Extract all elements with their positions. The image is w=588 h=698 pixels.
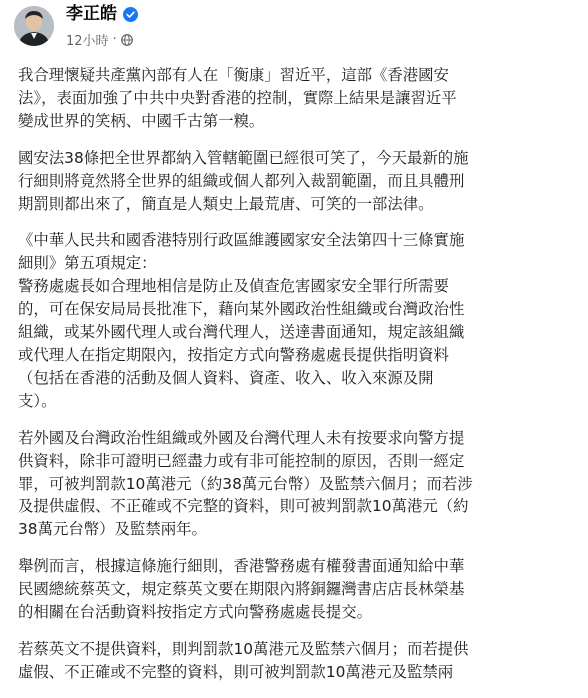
post-paragraph: 《中華人民共和國香港特別行政區維護國家安全法第四十三條實施 細則》第五項規定： 警務處處長如合理地相信是防止及偵查危害國家安全罪行所需要 的，可在保安局局長批准下，藉向某外國政治性組織或台灣政治性 組織，或某外國代理人或台灣代理人，送達書面通知，規定該組織 或代理人在指定期限內，按指定方式向警務處處長提供指明資料 （包括在香港的活動及個人資料、資產、收入、收入來源及開 支）。 — [18, 231, 465, 410]
post-paragraph: 國安法38條把全世界都納入管轄範圍已經很可笑了，今天最新的施 行細則將竟然將全世界的組織或個人都列入裁罰範圍，而且具體刑 期罰則都出來了，簡直是人類史上最荒唐、可笑的一部法律。 — [18, 148, 469, 213]
post-paragraph: 若外國及台灣政治性組織或外國及台灣代理人未有按要求向警方提 供資料，除非可證明已經盡力或有非可能控制的原因，否則一經定 罪，可被判罰款10萬港元（約38萬元台幣）及監禁六個月；而若涉 及提供虛假、不正確或不完整的資料，則可被判罰款10萬港元（約 38萬元台幣）及監禁兩年。 — [18, 428, 473, 539]
post-paragraph: 我合理懷疑共產黨內部有人在「衡康」習近平，這部《香港國安 法》，表面加強了中共中央對香港的控制，實際上結果是讓習近平 變成世界的笑柄、中國千古第一糗。 — [18, 66, 457, 130]
author-row — [66, 3, 138, 25]
post-body — [18, 64, 578, 698]
globe-icon[interactable] — [121, 34, 133, 46]
post-meta — [66, 30, 133, 49]
post-paragraph: 若蔡英文不提供資料，則判罰款10萬港元及監禁六個月；而若提供 虛假、不正確或不完整的資料，則可被判罰款10萬港元及監禁兩 — [18, 639, 469, 681]
avatar-photo — [14, 6, 54, 46]
meta-separator: · — [112, 32, 117, 47]
author-name[interactable]: 李正皓 — [66, 4, 117, 24]
avatar[interactable] — [14, 6, 54, 46]
post-header — [0, 0, 588, 62]
post-timestamp[interactable]: 12小時 — [66, 34, 109, 49]
post-paragraph: 舉例而言，根據這條施行細則，香港警務處有權發書面通知給中華 民國總統蔡英文，規定蔡英文要在期限內將銅鑼灣書店店長林榮基 的相關在台活動資料按指定方式向警務處處長提交。 — [18, 557, 465, 622]
verified-badge-icon — [123, 7, 138, 22]
